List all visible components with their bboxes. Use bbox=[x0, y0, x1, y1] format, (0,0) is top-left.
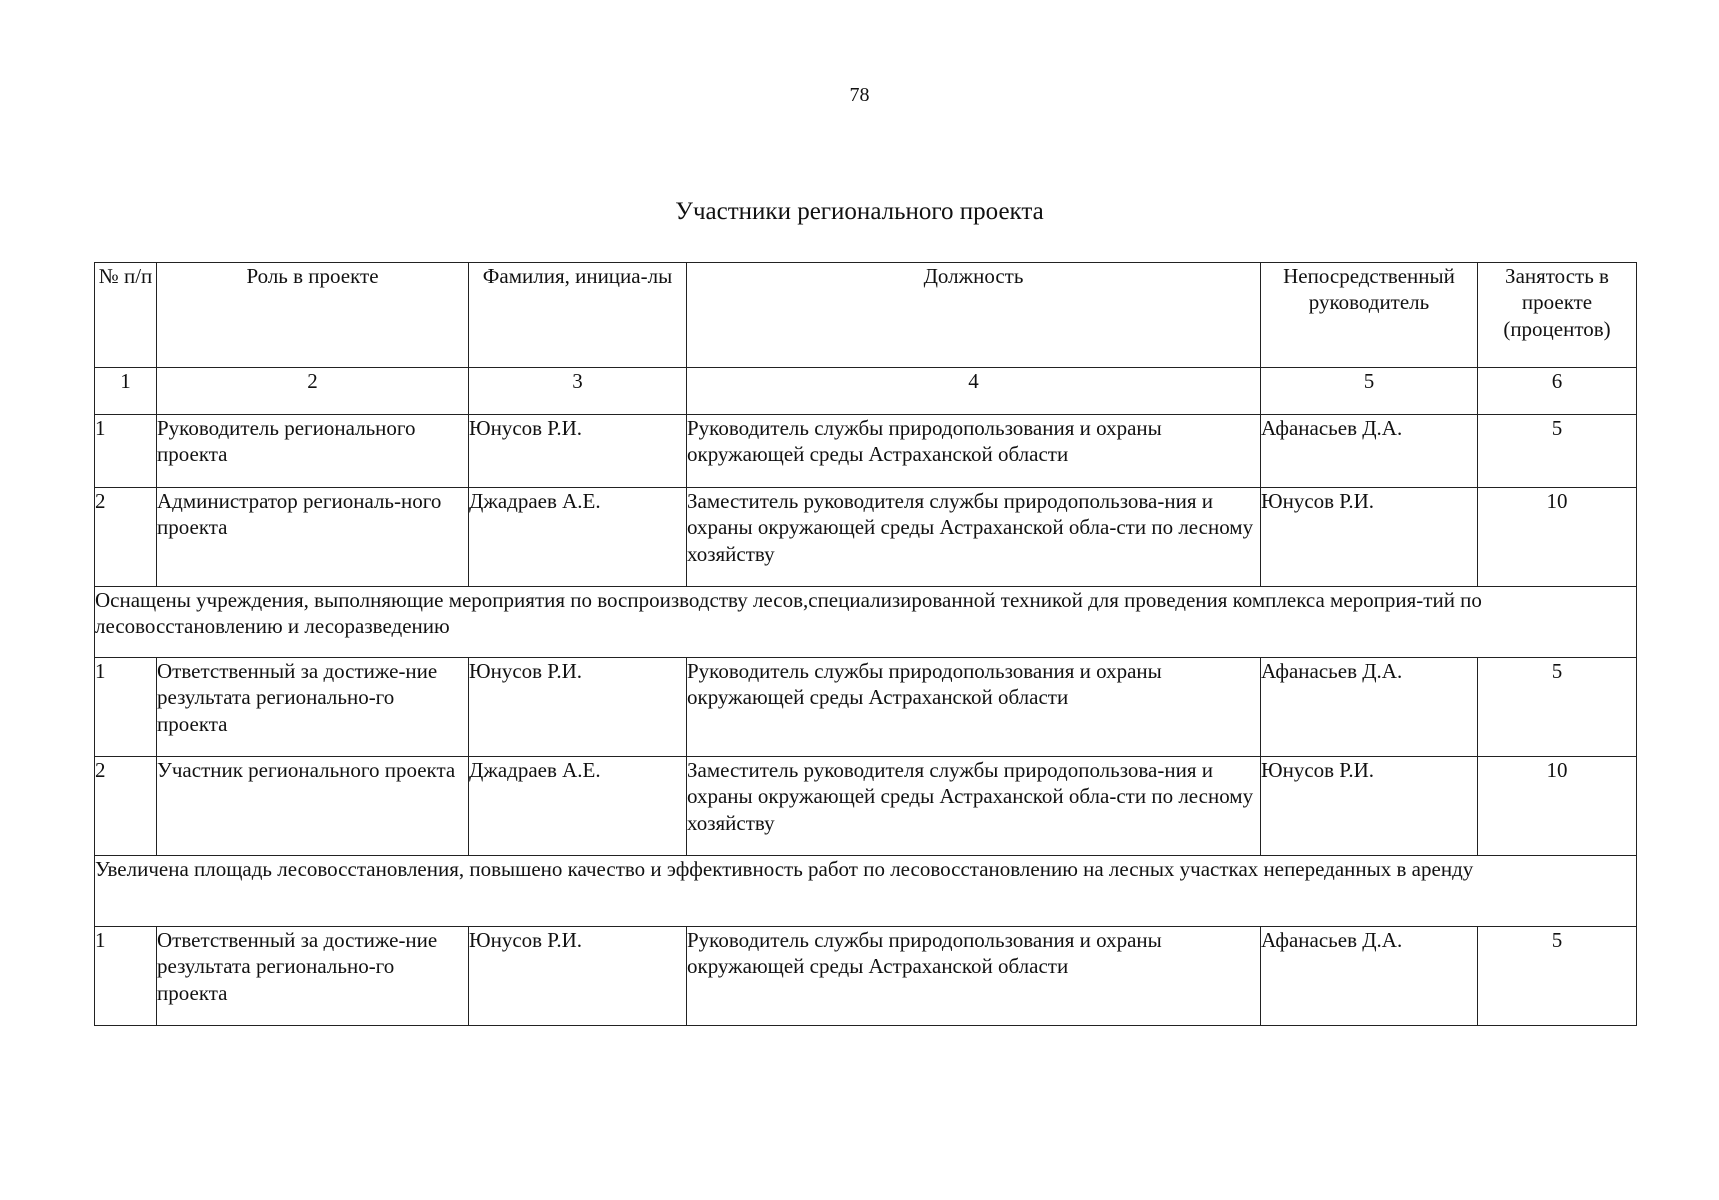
table-row bbox=[95, 415, 1637, 488]
participants-table bbox=[94, 262, 1637, 1026]
table-row bbox=[95, 488, 1637, 587]
row-number: 1 bbox=[95, 658, 157, 757]
row-number: 2 bbox=[95, 488, 157, 587]
row-role: Ответственный за достиже-ние результата регионально-го проекта bbox=[157, 927, 469, 1026]
row-number: 2 bbox=[95, 757, 157, 856]
row-name: Юнусов Р.И. bbox=[469, 415, 687, 488]
header-row-number: № п/п bbox=[95, 263, 157, 368]
header-supervisor: Непосредственный руководитель bbox=[1261, 263, 1478, 368]
column-number: 6 bbox=[1478, 368, 1637, 415]
header-position: Должность bbox=[687, 263, 1261, 368]
row-name: Джадраев А.Е. bbox=[469, 488, 687, 587]
row-supervisor: Афанасьев Д.А. bbox=[1261, 415, 1478, 488]
row-name: Джадраев А.Е. bbox=[469, 757, 687, 856]
row-position: Руководитель службы природопользования и охраны окружающей среды Астраханской области bbox=[687, 658, 1261, 757]
table-row bbox=[95, 658, 1637, 757]
row-position: Заместитель руководителя службы природопользова-ния и охраны окружающей среды Астраханской обла-сти по лесному хозяйству bbox=[687, 757, 1261, 856]
row-role: Ответственный за достиже-ние результата регионально-го проекта bbox=[157, 658, 469, 757]
row-employment: 10 bbox=[1478, 757, 1637, 856]
row-number: 1 bbox=[95, 415, 157, 488]
row-supervisor: Юнусов Р.И. bbox=[1261, 488, 1478, 587]
row-role: Администратор региональ-ного проекта bbox=[157, 488, 469, 587]
section-row bbox=[95, 587, 1637, 658]
header-name: Фамилия, инициа-лы bbox=[469, 263, 687, 368]
row-position: Заместитель руководителя службы природопользова-ния и охраны окружающей среды Астраханской обла-сти по лесному хозяйству bbox=[687, 488, 1261, 587]
column-number: 5 bbox=[1261, 368, 1478, 415]
row-position: Руководитель службы природопользования и охраны окружающей среды Астраханской области bbox=[687, 415, 1261, 488]
column-number: 1 bbox=[95, 368, 157, 415]
row-supervisor: Афанасьев Д.А. bbox=[1261, 927, 1478, 1026]
column-number: 4 bbox=[687, 368, 1261, 415]
row-employment: 5 bbox=[1478, 415, 1637, 488]
row-name: Юнусов Р.И. bbox=[469, 927, 687, 1026]
section-title: Увеличена площадь лесовосстановления, повышено качество и эффективность работ по лесовосстановлению на лесных участках непереданных в аренду bbox=[95, 856, 1637, 927]
row-role: Участник регионального проекта bbox=[157, 757, 469, 856]
table-header-row bbox=[95, 263, 1637, 368]
page-number: 78 bbox=[849, 84, 870, 106]
table-row bbox=[95, 927, 1637, 1026]
section-title: Оснащены учреждения, выполняющие мероприятия по воспроизводству лесов,специализированной техникой для проведения комплекса мероприя-тий по лесовосстановлению и лесоразведению bbox=[95, 587, 1637, 658]
row-name: Юнусов Р.И. bbox=[469, 658, 687, 757]
column-number: 3 bbox=[469, 368, 687, 415]
column-number: 2 bbox=[157, 368, 469, 415]
row-role: Руководитель регионального проекта bbox=[157, 415, 469, 488]
row-employment: 5 bbox=[1478, 927, 1637, 1026]
row-position: Руководитель службы природопользования и охраны окружающей среды Астраханской области bbox=[687, 927, 1261, 1026]
header-employment: Занятость в проекте (процентов) bbox=[1478, 263, 1637, 368]
section-row bbox=[95, 856, 1637, 927]
column-number-row bbox=[95, 368, 1637, 415]
row-employment: 5 bbox=[1478, 658, 1637, 757]
table-row bbox=[95, 757, 1637, 856]
row-number: 1 bbox=[95, 927, 157, 1026]
row-employment: 10 bbox=[1478, 488, 1637, 587]
header-role: Роль в проекте bbox=[157, 263, 469, 368]
document-title: Участники регионального проекта bbox=[675, 198, 1044, 225]
row-supervisor: Юнусов Р.И. bbox=[1261, 757, 1478, 856]
row-supervisor: Афанасьев Д.А. bbox=[1261, 658, 1478, 757]
